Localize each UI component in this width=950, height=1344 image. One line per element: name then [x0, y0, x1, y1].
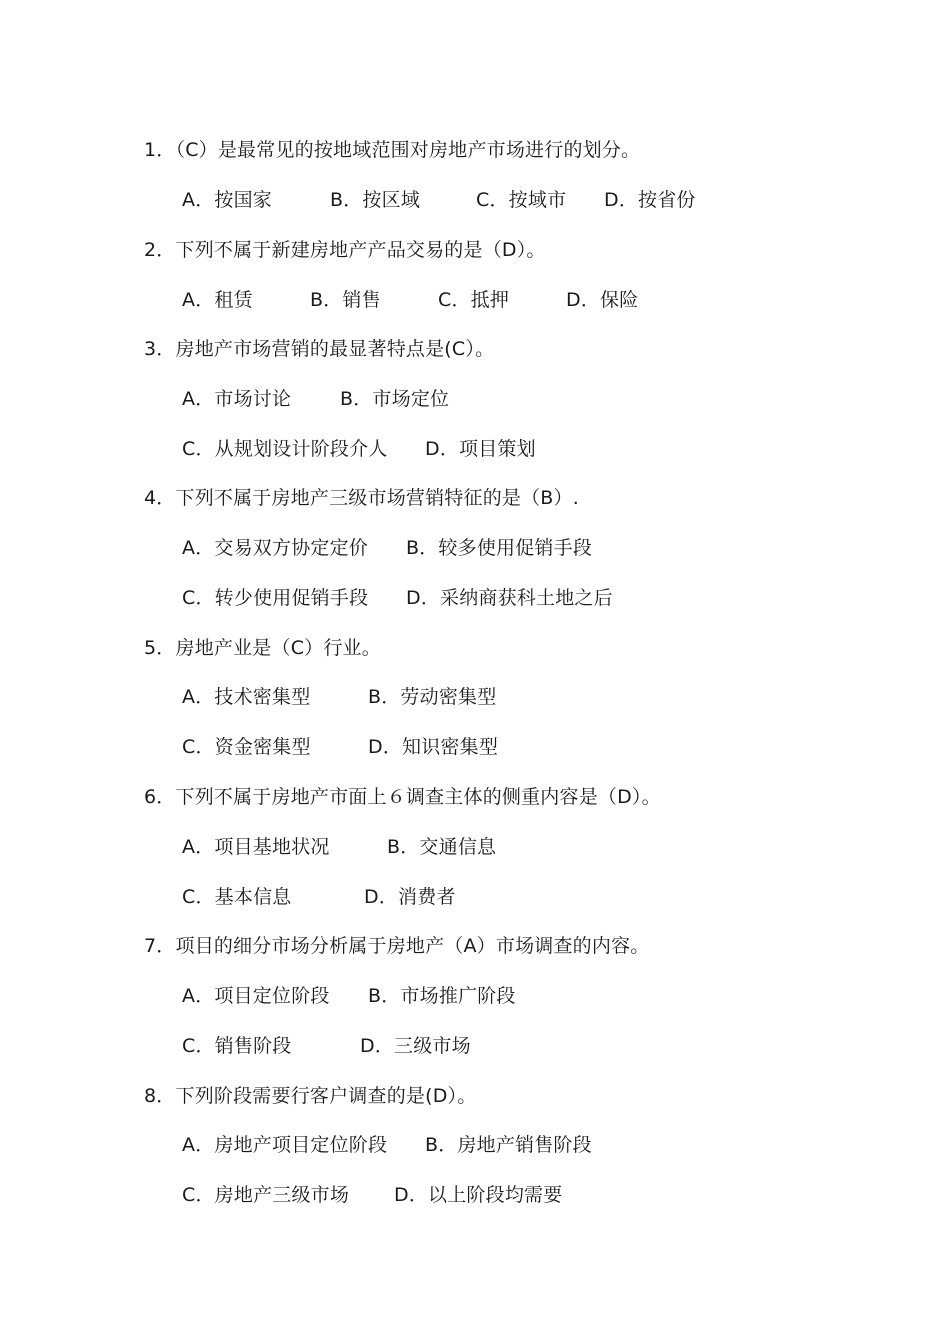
question-6-option-c: C．基本信息: [182, 886, 292, 908]
question-6-option-a: A．项目基地状况: [182, 836, 330, 858]
question-4-stem: 4．下列不属于房地产三级市场营销特征的是（B）.: [144, 487, 579, 509]
question-8-option-d: D．以上阶段均需要: [394, 1184, 563, 1206]
question-4-option-b: B．较多使用促销手段: [406, 537, 593, 559]
question-5-option-b: B．劳动密集型: [368, 686, 497, 708]
question-8-stem: 8．下列阶段需要行客户调查的是(D）。: [144, 1085, 477, 1107]
question-2-option-a: A．租赁: [182, 289, 253, 311]
question-1-stem: 1．（C）是最常见的按地域范围对房地产市场进行的划分。: [144, 139, 641, 161]
question-8-option-a: A．房地产项目定位阶段: [182, 1134, 388, 1156]
question-7-option-a: A．项目定位阶段: [182, 985, 330, 1007]
question-4-option-d: D．采纳商获科土地之后: [406, 587, 613, 609]
question-3-option-a: A．市场讨论: [182, 388, 292, 410]
question-5-option-a: A．技术密集型: [182, 686, 311, 708]
question-2-stem: 2．下列不属于新建房地产产品交易的是（D）。: [144, 239, 546, 261]
question-3-option-d: D．项目策划: [425, 438, 536, 460]
question-3-option-c: C．从规划设计阶段介人: [182, 438, 388, 460]
question-4-option-a: A．交易双方协定定价: [182, 537, 368, 559]
question-7-option-c: C．销售阶段: [182, 1035, 292, 1057]
question-1-option-c: C．按域市: [476, 189, 567, 211]
question-5-option-c: C．资金密集型: [182, 736, 311, 758]
question-2-option-d: D．保险: [566, 289, 639, 311]
question-5-option-d: D．知识密集型: [368, 736, 499, 758]
question-4-option-c: C．转少使用促销手段: [182, 587, 369, 609]
question-7-option-d: D．三级市场: [360, 1035, 471, 1057]
question-6-option-d: D．消费者: [364, 886, 456, 908]
question-7-option-b: B．市场推广阶段: [368, 985, 516, 1007]
question-8-option-b: B．房地产销售阶段: [425, 1134, 592, 1156]
question-6-stem: 6．下列不属于房地产市面上６调查主体的侧重内容是（D）。: [144, 786, 661, 808]
question-1-option-a: A．按国家: [182, 189, 272, 211]
question-7-stem: 7．项目的细分市场分析属于房地产（A）市场调查的内容。: [144, 935, 650, 957]
question-1-option-b: B．按区域: [330, 189, 421, 211]
question-2-option-c: C．抵押: [438, 289, 510, 311]
question-1-option-d: D．按省份: [604, 189, 696, 211]
question-5-stem: 5．房地产业是（C）行业。: [144, 637, 381, 659]
question-6-option-b: B．交通信息: [387, 836, 497, 858]
question-2-option-b: B．销售: [310, 289, 381, 311]
question-3-stem: 3．房地产市场营销的最显著特点是(C）。: [144, 338, 495, 360]
question-8-option-c: C．房地产三级市场: [182, 1184, 350, 1206]
question-3-option-b: B．市场定位: [340, 388, 450, 410]
